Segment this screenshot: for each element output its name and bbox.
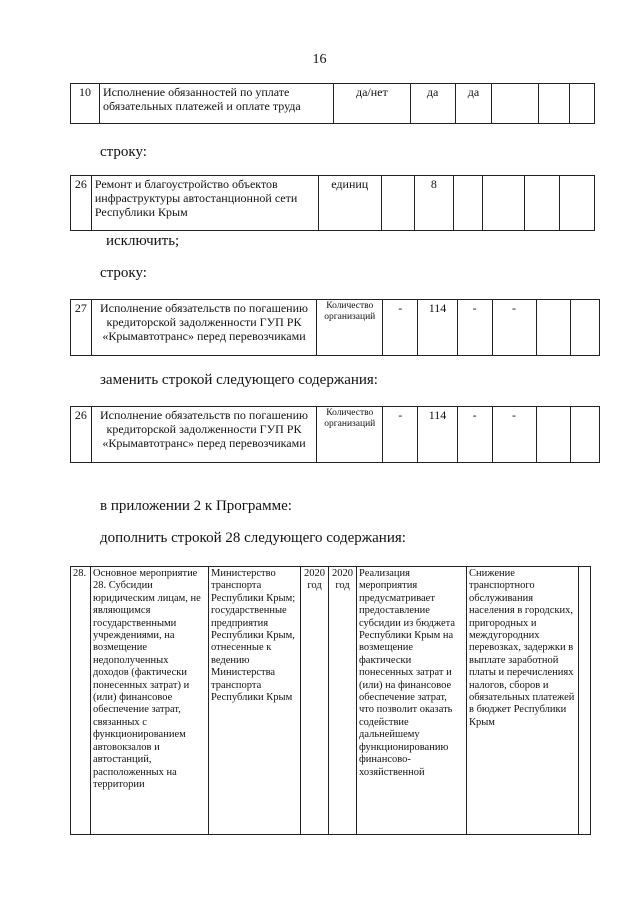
value-cell: - [457,300,492,356]
executor-cell: Министерство транспорта Республики Крым; государственные предприятия Республики Крым, отнесенные к ведению Министерства транспорта Республики Крым [209,567,301,835]
row-number: 10 [71,84,100,124]
empty-cell [483,176,525,231]
row-number: 26 [71,407,92,463]
value-cell: - [492,407,536,463]
end-year: 2020 год [329,567,357,835]
consequence-cell: Снижение транспортного обслуживания населения в городских, пригородных и междугородних перевозках, задержки в выплате заработной платы и перечислениях налогов, сборов и обязательных платежей в бюджет Республики Крым [467,567,579,835]
value-cell: - [383,300,418,356]
empty-cell [539,84,570,124]
row27-table [70,299,600,356]
empty-cell [453,176,482,231]
unit-cell: единиц [318,176,381,231]
empty-cell [570,300,599,356]
measure-name: Основное мероприятие 28. Субсидии юридическим лицам, не являющимся государственными учреждениями, на возмещение недополученных доходов (фактически понесенных затрат) и (или) финансовое обеспечение затрат, связанных с функционированием автовокзалов и автостанций, расположенных на территории [91,567,209,835]
instruction-text: исключить; [106,233,180,249]
table-row [71,84,595,124]
value-cell: - [492,300,536,356]
empty-cell [525,176,560,231]
empty-cell [570,84,595,124]
empty-cell [381,176,414,231]
instruction-text: строку: [100,144,147,160]
empty-cell [536,300,570,356]
instruction-text: заменить строкой следующего содержания: [100,372,378,388]
value-cell: 114 [418,407,458,463]
empty-cell [536,407,570,463]
unit-cell: да/нет [334,84,411,124]
indicator-name: Ремонт и благоустройство объектов инфраструктуры автостанционной сети Республики Крым [91,176,318,231]
instruction-text: строку: [100,265,147,281]
row-number: 27 [71,300,92,356]
instruction-text: в приложении 2 к Программе: [100,498,292,514]
indicator-name: Исполнение обязанностей по уплате обязательных платежей и оплате труда [99,84,333,124]
page-number: 16 [312,52,327,67]
start-year: 2020 год [301,567,329,835]
table-row [71,407,600,463]
empty-cell [560,176,595,231]
indicator-name: Исполнение обязательств по погашению кредиторской задолженности ГУП РК «Крымавтотранс» перед перевозчиками [91,300,316,356]
row-number: 26 [71,176,92,231]
unit-cell: Количество организаций [317,407,383,463]
value-cell: 8 [414,176,453,231]
instruction-text: дополнить строкой 28 следующего содержания: [100,530,406,546]
value-cell: - [383,407,418,463]
empty-cell [492,84,539,124]
value-cell: да [455,84,492,124]
row26-new-table [70,406,600,463]
unit-cell: Количество организаций [317,300,383,356]
row10-table [70,83,595,124]
row26-old-table [70,175,595,231]
value-cell: 114 [418,300,458,356]
value-cell: да [410,84,455,124]
row-number: 28. [71,567,91,835]
row28-table [70,566,591,835]
table-row [71,567,591,835]
table-row [71,300,600,356]
description-cell: Реализация мероприятия предусматривает предоставление субсидии из бюджета Республики Крым на возмещение фактически понесенных затрат и (или) на финансовое обеспечение затрат, что позволит оказать содействие дальнейшему функционированию финансово-хозяйственной [357,567,467,835]
empty-cell [570,407,599,463]
empty-cell [579,567,591,835]
value-cell: - [457,407,492,463]
indicator-name: Исполнение обязательств по погашению кредиторской задолженности ГУП РК «Крымавтотранс» перед перевозчиками [91,407,316,463]
table-row [71,176,595,231]
